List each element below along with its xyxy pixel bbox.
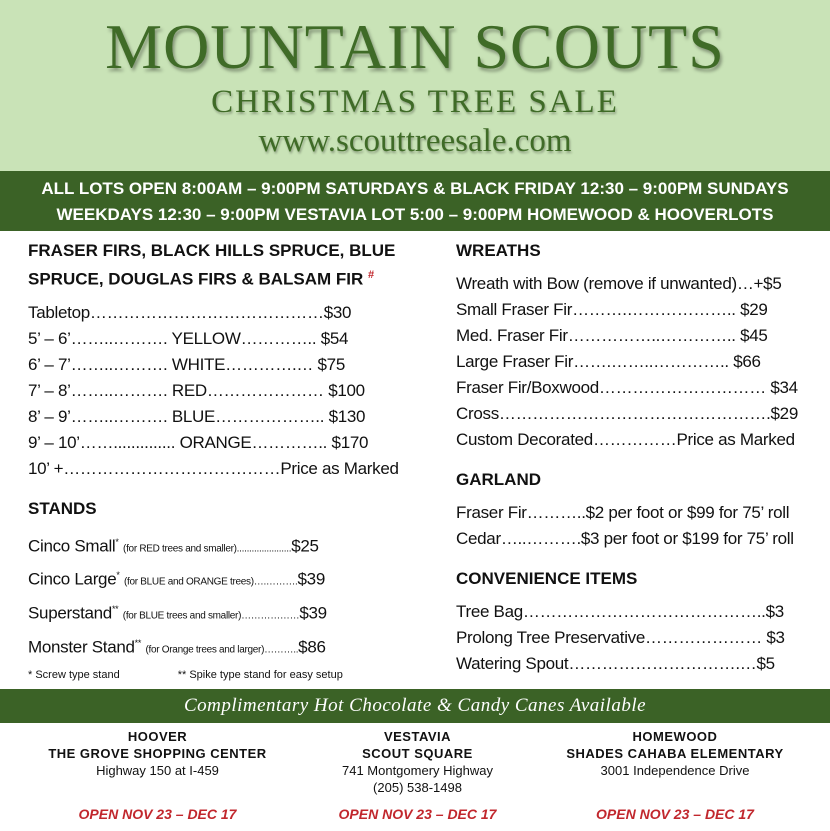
heading-footnote-mark: # xyxy=(368,269,375,281)
trees-heading: FRASER FIRS, BLACK HILLS SPRUCE, BLUE SPRUCE, DOUGLAS FIRS & BALSAM FIR # xyxy=(28,241,396,289)
hours-line-1: ALL LOTS OPEN 8:00AM – 9:00PM SATURDAYS & BLACK FRIDAY 12:30 – 9:00PM SUNDAYS xyxy=(41,179,789,198)
garland-price-row: Cedar…..……….$3 per foot or $199 for 75’ roll xyxy=(456,529,794,548)
garland-price-row: Fraser Fir………..$2 per foot or $99 for 75’ roll xyxy=(456,503,790,522)
page-subtitle: CHRISTMAS TREE SALE xyxy=(211,84,619,120)
location-phone[interactable]: (205) 538-1498 xyxy=(373,780,462,795)
location-name: HOMEWOOD xyxy=(632,729,718,744)
location-address: 3001 Independence Drive xyxy=(600,763,750,778)
convenience-heading: CONVENIENCE ITEMS xyxy=(456,569,638,588)
header xyxy=(0,0,830,171)
location-vestavia xyxy=(300,728,535,822)
location-name: VESTAVIA xyxy=(383,729,452,744)
tree-price-row: 9’ – 10’…….............. ORANGE………….. $170 xyxy=(28,432,369,452)
stands-heading: STANDS xyxy=(28,498,97,518)
tree-price-row: Tabletop……………………………………$30 xyxy=(28,302,352,322)
location-hoover xyxy=(20,728,295,822)
tree-price-row: 8’ – 9’……..………. BLUE……………….. $130 xyxy=(28,406,366,426)
stands-section xyxy=(28,496,403,684)
location-address: Highway 150 at I-459 xyxy=(96,763,219,778)
location-venue: SCOUT SQUARE xyxy=(362,746,473,761)
trees-section xyxy=(28,238,403,482)
tree-price-row: 6’ – 7’……..………. WHITE………….… $75 xyxy=(28,354,345,374)
website-link[interactable]: www.scouttreesale.com xyxy=(258,123,572,159)
tree-price-row: 10’ +…………………………………Price as Marked xyxy=(28,458,399,478)
stand-price-row: Cinco Small* (for RED trees and smaller)......................$25 xyxy=(28,536,319,556)
complimentary-banner: Complimentary Hot Chocolate & Candy Canes Available xyxy=(0,689,830,723)
wreath-price-row: Cross………………………………………….$29 xyxy=(456,404,798,423)
right-column xyxy=(456,238,801,677)
location-dates: OPEN NOV 23 – DEC 17 xyxy=(78,806,237,822)
wreath-price-row: Custom Decorated……………Price as Marked xyxy=(456,430,795,449)
location-name: HOOVER xyxy=(127,729,188,744)
wreath-price-row: Med. Fraser Fir……………..………….. $45 xyxy=(456,326,768,345)
stand-price-row: Monster Stand** (for Orange trees and larger)………..$86 xyxy=(28,637,326,657)
location-venue: SHADES CAHABA ELEMENTARY xyxy=(566,746,784,761)
wreath-price-row: Fraser Fir/Boxwood………………………… $34 xyxy=(456,378,798,397)
location-address: 741 Montgomery Highway xyxy=(341,763,494,778)
garland-section xyxy=(456,467,801,552)
wreath-price-row: Large Fraser Fir…….……..………….. $66 xyxy=(456,352,761,371)
location-venue: THE GROVE SHOPPING CENTER xyxy=(48,746,267,761)
garland-heading: GARLAND xyxy=(456,470,541,489)
page-title: MOUNTAIN SCOUTS xyxy=(105,11,725,82)
convenience-price-row: Tree Bag……………………………………..$3 xyxy=(456,602,784,621)
convenience-section xyxy=(456,566,801,677)
left-column xyxy=(28,238,403,683)
convenience-price-row: Watering Spout………………………….…$5 xyxy=(456,654,775,673)
convenience-price-row: Prolong Tree Preservative………………… $3 xyxy=(456,628,785,647)
location-homewood xyxy=(545,728,805,822)
hours-banner xyxy=(0,171,830,231)
location-dates: OPEN NOV 23 – DEC 17 xyxy=(338,806,497,822)
tree-price-row: 5’ – 6’……..………. YELLOW………….. $54 xyxy=(28,328,349,348)
stands-footnote: * Screw type stand ** Spike type stand for easy setup xyxy=(28,669,343,682)
wreath-price-row: Wreath with Bow (remove if unwanted)…+$5 xyxy=(456,274,782,293)
tree-price-row: 7’ – 8’……..………. RED………………… $100 xyxy=(28,380,365,400)
wreaths-section xyxy=(456,238,801,453)
hours-line-2: WEEKDAYS 12:30 – 9:00PM VESTAVIA LOT 5:00 – 9:00PM HOMEWOOD & HOOVERLOTS xyxy=(56,205,774,224)
stand-price-row: Cinco Large* (for BLUE and ORANGE trees)….……….$39 xyxy=(28,569,325,589)
stand-price-row: Superstand** (for BLUE trees and smaller)………………$39 xyxy=(28,603,327,623)
location-dates: OPEN NOV 23 – DEC 17 xyxy=(596,806,754,822)
wreath-price-row: Small Fraser Fir……….……………….. $29 xyxy=(456,300,768,319)
wreaths-heading: WREATHS xyxy=(456,241,541,260)
